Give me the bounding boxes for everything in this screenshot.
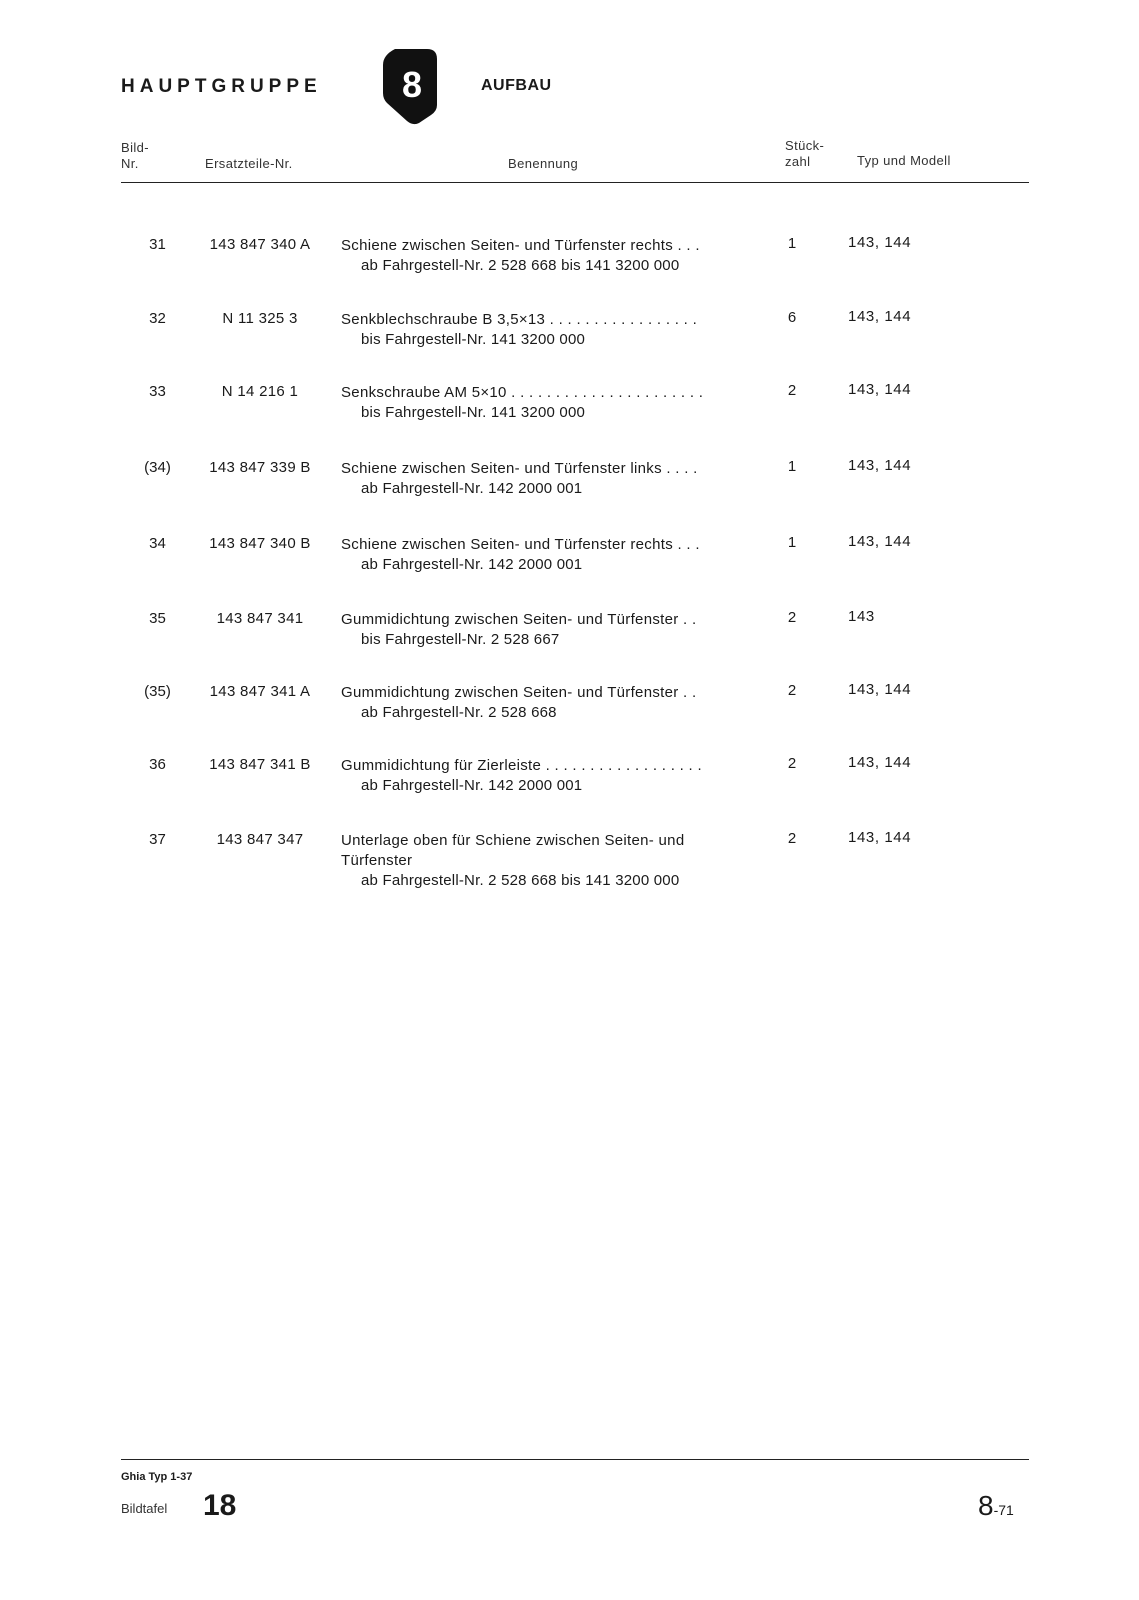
- group-badge-shape: [383, 47, 439, 125]
- row-name-continued: Türfenster: [341, 852, 413, 869]
- row-chassis-range: bis Fahrgestell-Nr. 2 528 667: [361, 631, 560, 648]
- row-part-number: 143 847 341: [216, 610, 304, 627]
- row-description: [341, 459, 753, 499]
- row-part-number: 143 847 341 B: [209, 756, 311, 773]
- row-bild-nr: 33: [149, 383, 166, 400]
- row-chassis-range: ab Fahrgestell-Nr. 2 528 668 bis 141 3200 000: [361, 257, 680, 274]
- column-header-stueckzahl: [785, 138, 824, 170]
- row-quantity: 2: [787, 755, 797, 772]
- table-row: [0, 683, 1139, 753]
- bildtafel-number: 18: [203, 1489, 237, 1522]
- row-type-model: 143, 144: [848, 681, 912, 698]
- row-quantity: 1: [787, 534, 797, 551]
- row-quantity: 1: [787, 458, 797, 475]
- table-row: [0, 535, 1139, 605]
- row-description: [341, 610, 753, 650]
- row-quantity: 2: [787, 382, 797, 399]
- row-bild-nr: (35): [144, 683, 171, 700]
- row-chassis-range: ab Fahrgestell-Nr. 142 2000 001: [361, 556, 583, 573]
- row-part-number: N 14 216 1: [221, 383, 299, 400]
- table-row: [0, 831, 1139, 921]
- table-row: [0, 756, 1139, 826]
- bildtafel-label: Bildtafel: [121, 1501, 168, 1516]
- page-number-major: 8: [978, 1490, 994, 1521]
- row-quantity: 2: [787, 609, 797, 626]
- row-type-model: 143, 144: [848, 829, 912, 846]
- row-chassis-range: bis Fahrgestell-Nr. 141 3200 000: [361, 331, 586, 348]
- row-quantity: 2: [787, 830, 797, 847]
- column-header-bild-nr-line2: Nr.: [121, 156, 139, 171]
- row-quantity: 6: [787, 309, 797, 326]
- column-header-benennung: Benennung: [508, 156, 579, 171]
- row-name: Schiene zwischen Seiten- und Türfenster links . . . .: [341, 460, 698, 477]
- row-part-number: 143 847 339 B: [209, 459, 311, 476]
- row-chassis-range: bis Fahrgestell-Nr. 141 3200 000: [361, 404, 586, 421]
- row-part-number: 143 847 341 A: [209, 683, 311, 700]
- table-row: [0, 383, 1139, 453]
- column-header-bild-nr: [121, 140, 149, 172]
- table-row: [0, 610, 1139, 680]
- row-bild-nr: 31: [149, 236, 166, 253]
- hauptgruppe-label: HAUPTGRUPPE: [121, 76, 322, 97]
- row-part-number: 143 847 340 A: [209, 236, 311, 253]
- row-description: [341, 831, 753, 891]
- row-description: [341, 310, 753, 350]
- row-type-model: 143, 144: [848, 533, 912, 550]
- row-type-model: 143, 144: [848, 457, 912, 474]
- row-bild-nr: 32: [149, 310, 166, 327]
- group-number-badge: [383, 47, 439, 125]
- column-header-bild-nr-line1: Bild-: [121, 140, 150, 155]
- row-bild-nr: 36: [149, 756, 166, 773]
- page-number-minor: -71: [993, 1502, 1014, 1518]
- row-bild-nr: 35: [149, 610, 166, 627]
- row-part-number: 143 847 347: [216, 831, 304, 848]
- row-bild-nr: (34): [144, 459, 171, 476]
- table-row: [0, 459, 1139, 529]
- row-name: Gummidichtung zwischen Seiten- und Türfenster . .: [341, 684, 697, 701]
- column-header-typ-und-modell: Typ und Modell: [857, 153, 951, 168]
- row-bild-nr: 37: [149, 831, 166, 848]
- row-bild-nr: 34: [149, 535, 166, 552]
- row-part-number: N 11 325 3: [222, 310, 298, 327]
- row-name: Senkblechschraube B 3,5×13 . . . . . . . . . . . . . . . . .: [341, 311, 698, 328]
- table-row: [0, 236, 1139, 306]
- page-number: [978, 1490, 1014, 1522]
- row-chassis-range: ab Fahrgestell-Nr. 142 2000 001: [361, 480, 583, 497]
- row-part-number: 143 847 340 B: [209, 535, 311, 552]
- section-title: AUFBAU: [481, 77, 552, 94]
- row-name: Schiene zwischen Seiten- und Türfenster rechts . . .: [341, 536, 700, 553]
- row-description: [341, 535, 753, 575]
- row-name: Gummidichtung für Zierleiste . . . . . . . . . . . . . . . . . .: [341, 757, 702, 774]
- column-header-stueckzahl-line1: Stück-: [785, 138, 825, 153]
- column-header-stueckzahl-line2: zahl: [785, 154, 811, 169]
- row-name: Schiene zwischen Seiten- und Türfenster rechts . . .: [341, 237, 700, 254]
- row-type-model: 143: [848, 608, 875, 625]
- row-chassis-range: ab Fahrgestell-Nr. 2 528 668 bis 141 3200 000: [361, 872, 680, 889]
- row-type-model: 143, 144: [848, 381, 912, 398]
- row-description: [341, 383, 753, 423]
- model-label: Ghia Typ 1-37: [121, 1471, 193, 1483]
- row-chassis-range: ab Fahrgestell-Nr. 2 528 668: [361, 704, 557, 721]
- group-number: 8: [401, 64, 423, 105]
- column-header-ersatzteile-nr: Ersatzteile-Nr.: [205, 156, 293, 171]
- header-divider: [121, 182, 1029, 183]
- row-chassis-range: ab Fahrgestell-Nr. 142 2000 001: [361, 777, 583, 794]
- row-type-model: 143, 144: [848, 754, 912, 771]
- footer-divider: [121, 1459, 1029, 1460]
- row-name: Senkschraube AM 5×10 . . . . . . . . . . . . . . . . . . . . . .: [341, 384, 704, 401]
- row-description: [341, 236, 753, 276]
- row-description: [341, 683, 753, 723]
- row-quantity: 2: [787, 682, 797, 699]
- row-type-model: 143, 144: [848, 234, 912, 251]
- row-name: Unterlage oben für Schiene zwischen Seiten- und: [341, 832, 685, 849]
- table-row: [0, 310, 1139, 380]
- row-name: Gummidichtung zwischen Seiten- und Türfenster . .: [341, 611, 697, 628]
- row-type-model: 143, 144: [848, 308, 912, 325]
- row-quantity: 1: [787, 235, 797, 252]
- row-description: [341, 756, 753, 796]
